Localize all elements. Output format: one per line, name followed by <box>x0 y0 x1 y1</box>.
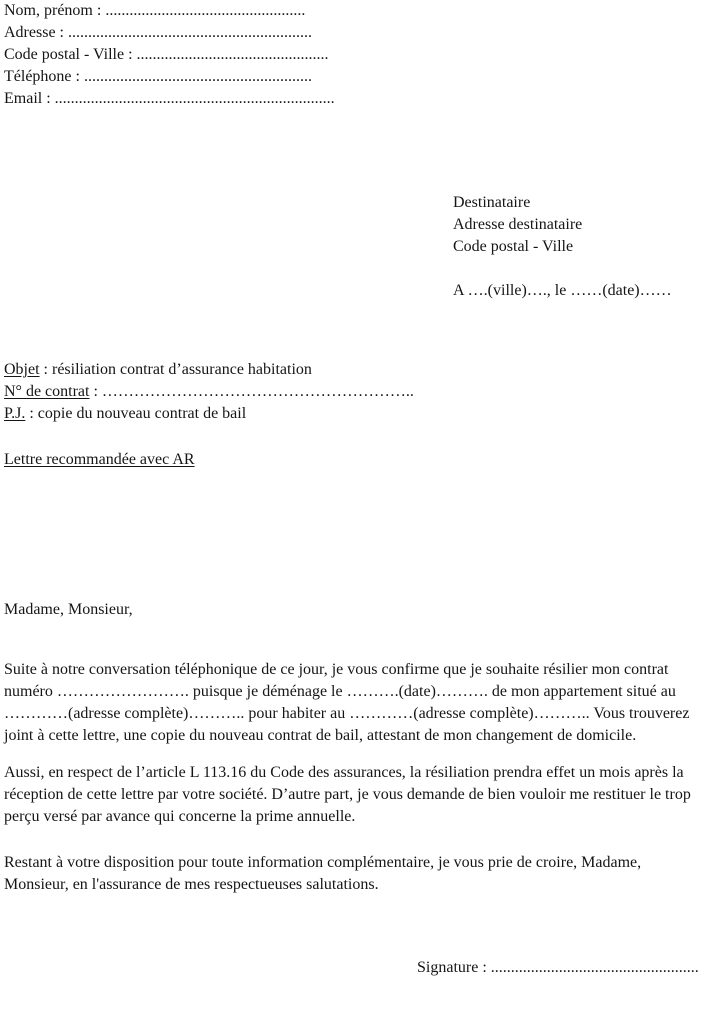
sender-block <box>4 0 699 110</box>
subject-object-line <box>4 359 699 381</box>
sender-email-line: Email : ...................................................................... <box>4 90 335 107</box>
contract-number-line <box>4 381 699 403</box>
subject-object-text: : résiliation contrat d’assurance habitation <box>39 361 312 378</box>
sender-postal-city-line: Code postal - Ville : ................................................ <box>4 46 329 63</box>
recipient-name-line: Destinataire <box>453 194 531 211</box>
salutation-line: Madame, Monsieur, <box>4 601 133 618</box>
body-paragraph-2: Aussi, en respect de l’article L 113.16 du Code des assurances, la résiliation prendra effet un mois après la réception de cette lettre par votre société. D’autre part, je vous demande de bien vouloir me restituer le trop perçu versé par avance qui concerne la prime annuelle. <box>4 764 691 825</box>
attachment-label: P.J. <box>4 405 26 422</box>
contract-number-dots: : ………………………………………………….. <box>89 383 414 400</box>
attachment-line <box>4 403 699 425</box>
recipient-address-line: Adresse destinataire <box>453 216 583 233</box>
contract-number-label: N° de contrat <box>4 383 90 400</box>
sender-phone-line: Téléphone : ......................................................... <box>4 68 312 85</box>
body-paragraph-3: Restant à votre disposition pour toute information complémentaire, je vous prie de croire, Madame, Monsieur, en l'assurance de mes respectueuses salutations. <box>4 854 642 893</box>
recipient-block <box>453 192 699 302</box>
mailing-method-line <box>4 449 699 471</box>
recipient-postal-city-line: Code postal - Ville <box>453 238 574 255</box>
body-paragraph-1: Suite à notre conversation téléphonique de ce jour, je vous confirme que je souhaite résilier mon contrat numéro ……………………. puisque je déménage le ……….(date)………. de mon appartement situé au …………(adresse complète)……….. pour habiter au …………(adresse complète)……….. Vous trouverez joint à cette lettre, une copie du nouveau contrat de bail, attestant de mon changement de domicile. <box>4 661 690 744</box>
sender-name-line: Nom, prénom : .................................................. <box>4 2 306 19</box>
sender-address-line: Adresse : ............................................................. <box>4 24 312 41</box>
mailing-method-text: Lettre recommandée avec AR <box>4 451 195 468</box>
place-date-line: A ….(ville)…., le ……(date)…… <box>453 282 672 299</box>
subject-block <box>4 359 699 425</box>
subject-object-label: Objet <box>4 361 40 378</box>
attachment-text: : copie du nouveau contrat de bail <box>25 405 247 422</box>
signature-line: Signature : .................................................... <box>417 959 699 976</box>
